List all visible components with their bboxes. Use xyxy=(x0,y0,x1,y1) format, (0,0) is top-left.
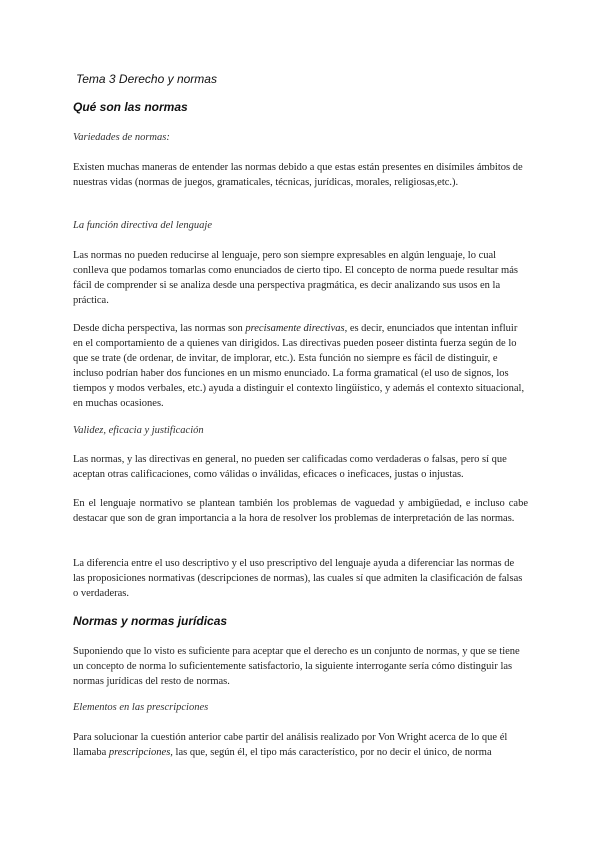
paragraph-von-wright-a: Para solucionar la cuestión anterior cabe partir del análisis realizado por Von Wright acerca de lo que él llamaba xyxy=(73,732,508,758)
paragraph-suponiendo: Suponiendo que lo visto es suficiente para aceptar que el derecho es un conjunto de normas, y que se tiene un concepto de norma lo suficientemente satisfactorio, la siguiente interrogante sería cómo distinguir las normas jurídicas del resto de normas. xyxy=(73,646,520,687)
subheading-variedades: Variedades de normas: xyxy=(73,132,170,143)
subheading-validez: Validez, eficacia y justificación xyxy=(73,425,204,436)
subheading-funcion-directiva: La función directiva del lenguaje xyxy=(73,220,212,231)
paragraph-von-wright-em: prescripciones, xyxy=(108,747,173,758)
paragraph-perspectiva-a: Desde dicha perspectiva, las normas son xyxy=(73,323,246,334)
paragraph-perspectiva xyxy=(73,321,528,411)
paragraph-uso-descriptivo: La diferencia entre el uso descriptivo y el uso prescriptivo del lenguaje ayuda a diferenciar las normas de las proposiciones normativas (descripciones de normas), las cuales sí que admiten la clasificación de falsas o verdaderas. xyxy=(73,558,523,599)
paragraph-calificaciones: Las normas, y las directivas en general, no pueden ser calificadas como verdaderas o falsas, pero sí que aceptan otras calificaciones, como válidas o inválidas, eficaces o ineficaces, justas o injustas. xyxy=(73,454,507,480)
paragraph-vaguedad: En el lenguaje normativo se plantean también los problemas de vaguedad y ambigüedad, e incluso cabe destacar que son de gran importancia a la hora de resolver los problemas de interpretación de las normas. xyxy=(73,498,528,524)
paragraph-perspectiva-em: precisamente directivas xyxy=(245,323,345,334)
section-heading-que-son: Qué son las normas xyxy=(73,100,188,114)
paragraph-perspectiva-b: , es decir, enunciados que intentan influir en el comportamiento de a quienes van dirigidos. Las directivas pueden poseer distinta fuerza según de lo que se trate (de ordenar, de invitar, de implorar, etc.). Esta función no siempre es fácil de distinguir, e incluso podrían haber dos funciones en un mismo enunciado. La forma gramatical (el uso de signos, los tiempos y modos verbales, etc.) ayuda a distinguir el contexto lingüístico, y además el contexto situacional, en muchas ocasiones. xyxy=(73,323,525,409)
paragraph-von-wright xyxy=(73,730,528,760)
paragraph-lenguaje: Las normas no pueden reducirse al lenguaje, pero son siempre expresables en algún lenguaje, lo cual conlleva que podamos tomarlas como enunciados de cierto tipo. El concepto de norma puede resultar más fácil de comprender si se analiza desde una perspectiva pragmática, es decir analizando sus usos en la práctica. xyxy=(73,250,518,306)
paragraph-variedades: Existen muchas maneras de entender las normas debido a que estas están presentes en disímiles ámbitos de nuestras vidas (normas de juegos, gramaticales, técnicas, jurídicas, morales, religiosas,etc.). xyxy=(73,162,523,188)
paragraph-von-wright-b: las que, según él, el tipo más característico, por no decir el único, de norma xyxy=(172,747,492,758)
subheading-elementos: Elementos en las prescripciones xyxy=(73,702,209,713)
document-title: Tema 3 Derecho y normas xyxy=(76,72,217,86)
section-heading-normas-juridicas: Normas y normas jurídicas xyxy=(73,614,228,628)
